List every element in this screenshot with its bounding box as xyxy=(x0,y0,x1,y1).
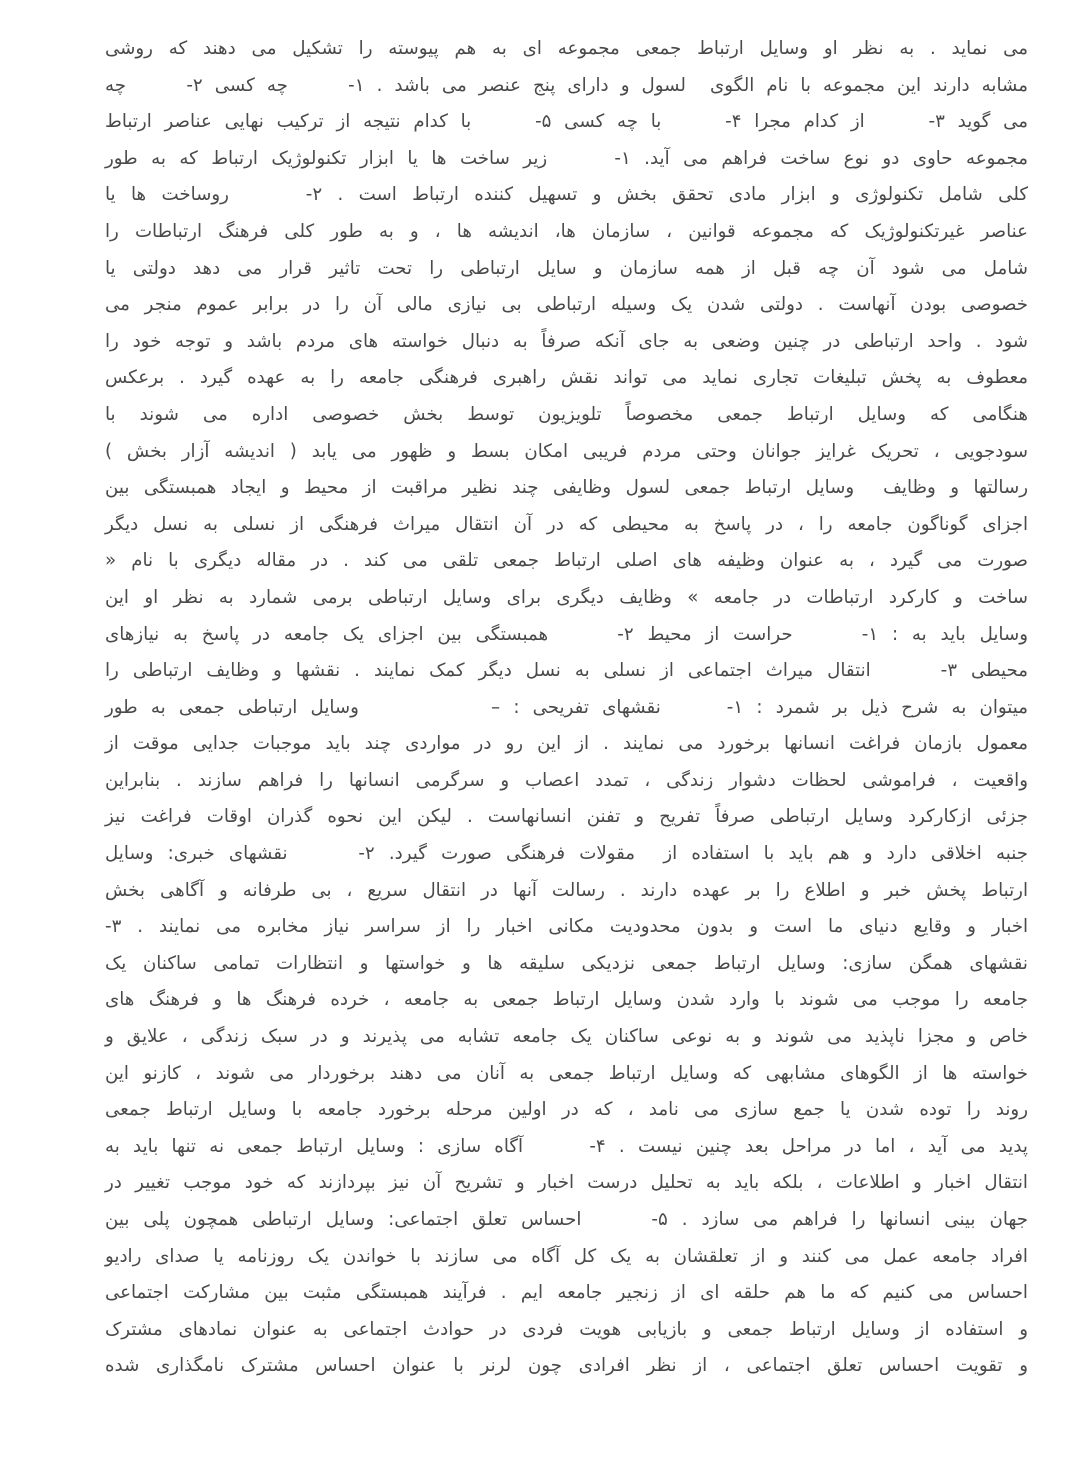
text-line-5: کلی شامل تکنولوژی و ابزار مادی تحقق بخش و تسهیل کننده ارتباط است . ۲- روساخت ها یا xyxy=(105,184,1028,206)
text-line-19: میتوان به شرح ذیل بر شمرد : ۱- نقشهای تفریحی : – وسایل ارتباطی جمعی به طور xyxy=(105,696,1029,718)
text-line-10: معطوف به پخش تبلیغات تجاری نماید می تواند نقش راهبری فرهنگی جامعه را به عهده گیرد . برعکس xyxy=(105,367,1028,389)
text-line-13: رسالتها و وظایف وسایل ارتباط جمعی لسول وظایفی چند نظیر مراقبت از محیط و ایجاد همبستگی بین xyxy=(105,477,1028,499)
text-line-17: وسایل باید به : ۱- حراست از محیط ۲- همبستگی بین اجزای یک جامعه در پاسخ به نیازهای xyxy=(105,623,1028,645)
text-line-24: ارتباط پخش خبر و اطلاع را بر عهده دارند . رسالت آنها در انتقال سریع ، بی طرفانه و آگاهی بخش xyxy=(105,879,1028,901)
text-line-21: واقعیت ، فراموشی لحظات دشوار زندگی ، تمدد اعصاب و سرگرمی انسانها را فراهم سازند . بنابراین xyxy=(105,769,1028,791)
text-line-34: افراد جامعه عمل می کنند و از تعلقشان به یک کل آگاه می سازند با خواندن یک روزنامه یا صدای رادیو xyxy=(105,1245,1028,1267)
text-line-8: خصوصی بودن آنهاست . دولتی شدن یک وسیله ارتباطی بی نیازی مالی آن را در برابر عموم منجر می xyxy=(105,294,1028,316)
text-line-16: ساخت و کارکرد ارتباطات در جامعه » وظایف دیگری برای وسایل ارتباطی برمی شمارد به نظر او این xyxy=(105,586,1028,608)
text-line-37: و تقویت احساس تعلق اجتماعی ، از نظر افرادی چون لرنر با عنوان احساس مشترک نامگذاری شده xyxy=(105,1355,1028,1377)
document-body xyxy=(105,31,1028,1385)
text-line-7: شامل می شود آن چه قبل از همه سازمان و سایل ارتباطی را تحت تاثیر قرار می دهد دولتی یا xyxy=(105,257,1028,279)
text-line-2: مشابه دارند این مجموعه با نام الگوی لسول و دارای پنج عنصر می باشد . ۱- چه کسی ۲- چه xyxy=(105,74,1029,96)
text-line-3: می گوید ۳- از کدام مجرا ۴- با چه کسی ۵- با کدام نتیجه از ترکیب نهایی عناصر ارتباط xyxy=(105,111,1028,133)
text-line-18: محیطی ۳- انتقال میراث اجتماعی از نسلی به نسل دیگر کمک نمایند . نقشها و وظایف ارتباطی را xyxy=(105,660,1028,682)
text-line-4: مجموعه حاوی دو نوع ساخت فراهم می آید. ۱- زیر ساخت ها یا ابزار تکنولوژیک ارتباط که به طور xyxy=(105,147,1028,169)
text-line-31: پدید می آید ، اما در مراحل بعد چنین نیست . ۴- آگاه سازی : وسایل ارتباط جمعی نه تنها باید به xyxy=(105,1135,1028,1157)
text-line-23: جنبه اخلاقی دارد و هم باید با استفاده از مقولات فرهنگی صورت گیرد. ۲- نقشهای خبری: وسایل xyxy=(105,843,1028,865)
text-line-36: و استفاده از وسایل ارتباط جمعی و بازیابی هویت فردی در حوادث اجتماعی به عنوان نمادهای مشترک xyxy=(105,1318,1028,1340)
text-line-32: انتقال اخبار و اطلاعات ، بلکه باید به تحلیل درست اخبار و تشریح آن نیز بپردازند که خود موجب تغییر در xyxy=(105,1172,1028,1194)
text-line-25: اخبار و وقایع دنیای ما است و بدون محدودیت مکانی اخبار را از سراسر نیاز مخابره می نمایند . ۳- xyxy=(105,916,1028,938)
text-line-11: هنگامی که وسایل ارتباط جمعی مخصوصاً تلویزیون توسط بخش خصوصی اداره می شوند با xyxy=(105,403,1028,425)
text-line-29: خواسته ها از الگوهای مشابهی که وسایل ارتباط جمعی به آنان می دهند برخوردار می شوند ، کازنو این xyxy=(105,1062,1028,1084)
text-line-1: می نماید . به نظر او وسایل ارتباط جمعی مجموعه ای به هم پیوسته را تشکیل می دهند که روشی xyxy=(105,38,1028,59)
text-line-22: جزئی ازکارکرد وسایل ارتباطی صرفاً تفریح و تفنن انسانهاست . لیکن این نحوه گذران اوقات فراغت نیز xyxy=(105,806,1028,828)
text-line-12: سودجویی ، تحریک غرایز جوانان وحتی مردم فریبی امکان بسط و ظهور می یابد ( اندیشه آزار بخش ) xyxy=(105,440,1028,462)
text-line-14: اجزای گوناگون جامعه را ، در پاسخ به محیطی که در آن انتقال میراث فرهنگی از نسلی به نسل دیگر xyxy=(105,513,1028,535)
text-line-6: عناصر غیرتکنولوژیک که مجموعه قوانین ، سازمان ها، اندیشه ها ، و به طور کلی فرهنگ ارتباطات را xyxy=(105,220,1028,242)
text-line-28: خاص و مجزا ناپذید می شوند و به نوعی ساکنان یک جامعه تشابه می پذیرند و در سبک زندگی ، علایق و xyxy=(105,1026,1028,1048)
text-line-30: روند را توده شدن یا جمع سازی می نامد ، که در اولین مرحله برخورد جامعه با وسایل ارتباط جمعی xyxy=(105,1099,1028,1121)
text-line-35: احساس می کنیم که ما هم حلقه ای از زنجیر جامعه ایم . فرآیند همبستگی مثبت بین مشارکت اجتماعی xyxy=(105,1282,1028,1304)
text-line-33: جهان بینی انسانها را فراهم می سازد . ۵- احساس تعلق اجتماعی: وسایل ارتباطی همچون پلی بین xyxy=(105,1209,1029,1230)
text-line-15: صورت می گیرد ، به عنوان وظیفه های اصلی ارتباط جمعی تلقی می کند . در مقاله دیگری با نام « xyxy=(105,550,1028,572)
text-line-9: شود . واحد ارتباطی در چنین وضعی به جای آنکه صرفاً به دنبال خواسته های مردم باشد و توجه خود را xyxy=(105,330,1028,352)
text-line-26: نقشهای همگن سازی: وسایل ارتباط جمعی نزدیکی سلیقه ها و خواستها و انتظارات تمامی ساکنان یک xyxy=(105,952,1028,974)
text-line-27: جامعه را موجب می شوند با وارد شدن وسایل ارتباط جمعی به جامعه ، خرده فرهنگ ها و فرهنگ های xyxy=(105,989,1028,1011)
text-line-20: معمول بازمان فراغت انسانها برخورد می نمایند . از این رو در مواردی چند باید موجبات جدایی موقت از xyxy=(105,733,1028,755)
